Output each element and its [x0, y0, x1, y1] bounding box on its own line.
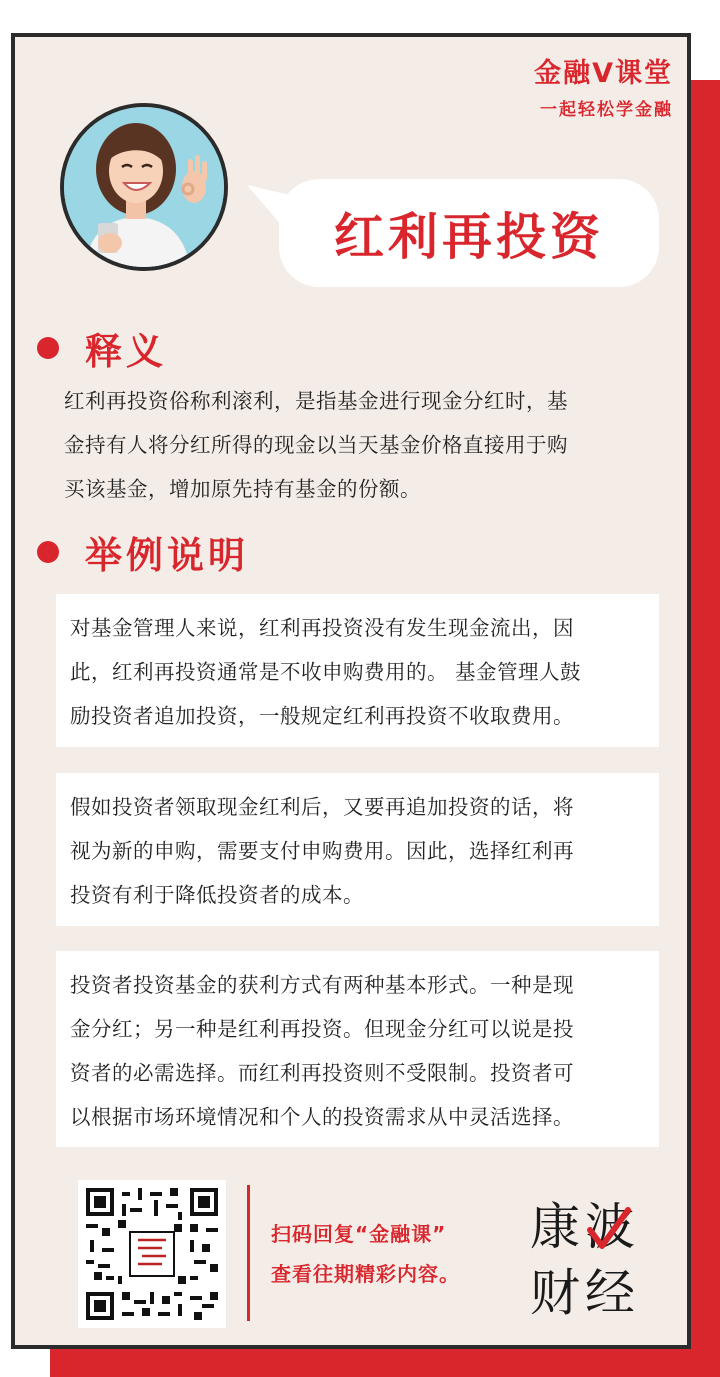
svg-text:财: 财: [530, 1264, 580, 1322]
definition-line: 红利再投资俗称利滚利，是指基金进行现金分红时，基: [64, 389, 568, 413]
bullet-dot-icon: [37, 541, 59, 563]
definition-line: 买该基金，增加原先持有基金的份额。: [64, 477, 421, 501]
brand-title: 金融V课堂: [534, 58, 673, 89]
definition-line: 金持有人将分红所得的现金以当天基金价格直接用于购: [64, 433, 568, 457]
section-definition-header: [37, 321, 167, 375]
example-box-1: [56, 594, 659, 747]
svg-text:波: 波: [585, 1198, 635, 1256]
avatar: [60, 103, 228, 271]
cta-line-1: 扫码回复“金融课”: [271, 1222, 447, 1246]
brand-subtitle: 一起轻松学金融: [540, 100, 673, 120]
page-title: 红利再投资: [334, 208, 604, 266]
example-line: 此，红利再投资通常是不收申购费用的。 基金管理人鼓: [70, 660, 582, 684]
qr-code[interactable]: [78, 1180, 226, 1328]
speech-bubble: [279, 179, 659, 287]
infographic-card: [11, 33, 691, 1349]
section-definition-title: 释义: [85, 330, 167, 373]
example-line: 金分红；另一种是红利再投资。但现金分红可以说是投: [70, 1017, 574, 1041]
svg-text:经: 经: [585, 1264, 635, 1322]
footer-divider: [247, 1185, 250, 1321]
bullet-dot-icon: [37, 337, 59, 359]
example-line: 以根据市场环境情况和个人的投资需求从中灵活选择。: [70, 1105, 574, 1129]
svg-text:康: 康: [530, 1198, 580, 1256]
kangbo-caijing-logo-icon: [530, 1180, 640, 1330]
section-example-header: [37, 525, 249, 579]
example-line: 投资有利于降低投资者的成本。: [70, 883, 364, 907]
smiling-woman-photo-icon: [64, 107, 224, 267]
cta-line-2: 查看往期精彩内容。: [271, 1262, 460, 1286]
brand-logo: [530, 1180, 640, 1330]
example-box-2: [56, 773, 659, 926]
example-line: 假如投资者领取现金红利后，又要再追加投资的话，将: [70, 795, 574, 819]
section-example-title: 举例说明: [85, 534, 249, 577]
example-line: 资者的必需选择。而红利再投资则不受限制。投资者可: [70, 1061, 574, 1085]
example-box-3: [56, 951, 659, 1147]
example-line: 对基金管理人来说，红利再投资没有发生现金流出，因: [70, 616, 574, 640]
example-line: 投资者投资基金的获利方式有两种基本形式。一种是现: [70, 973, 574, 997]
qr-code-icon: [86, 1188, 218, 1320]
example-line: 视为新的申购，需要支付申购费用。因此，选择红利再: [70, 839, 574, 863]
definition-paragraph: [64, 379, 664, 511]
example-line: 励投资者追加投资，一般规定红利再投资不收取费用。: [70, 704, 574, 728]
